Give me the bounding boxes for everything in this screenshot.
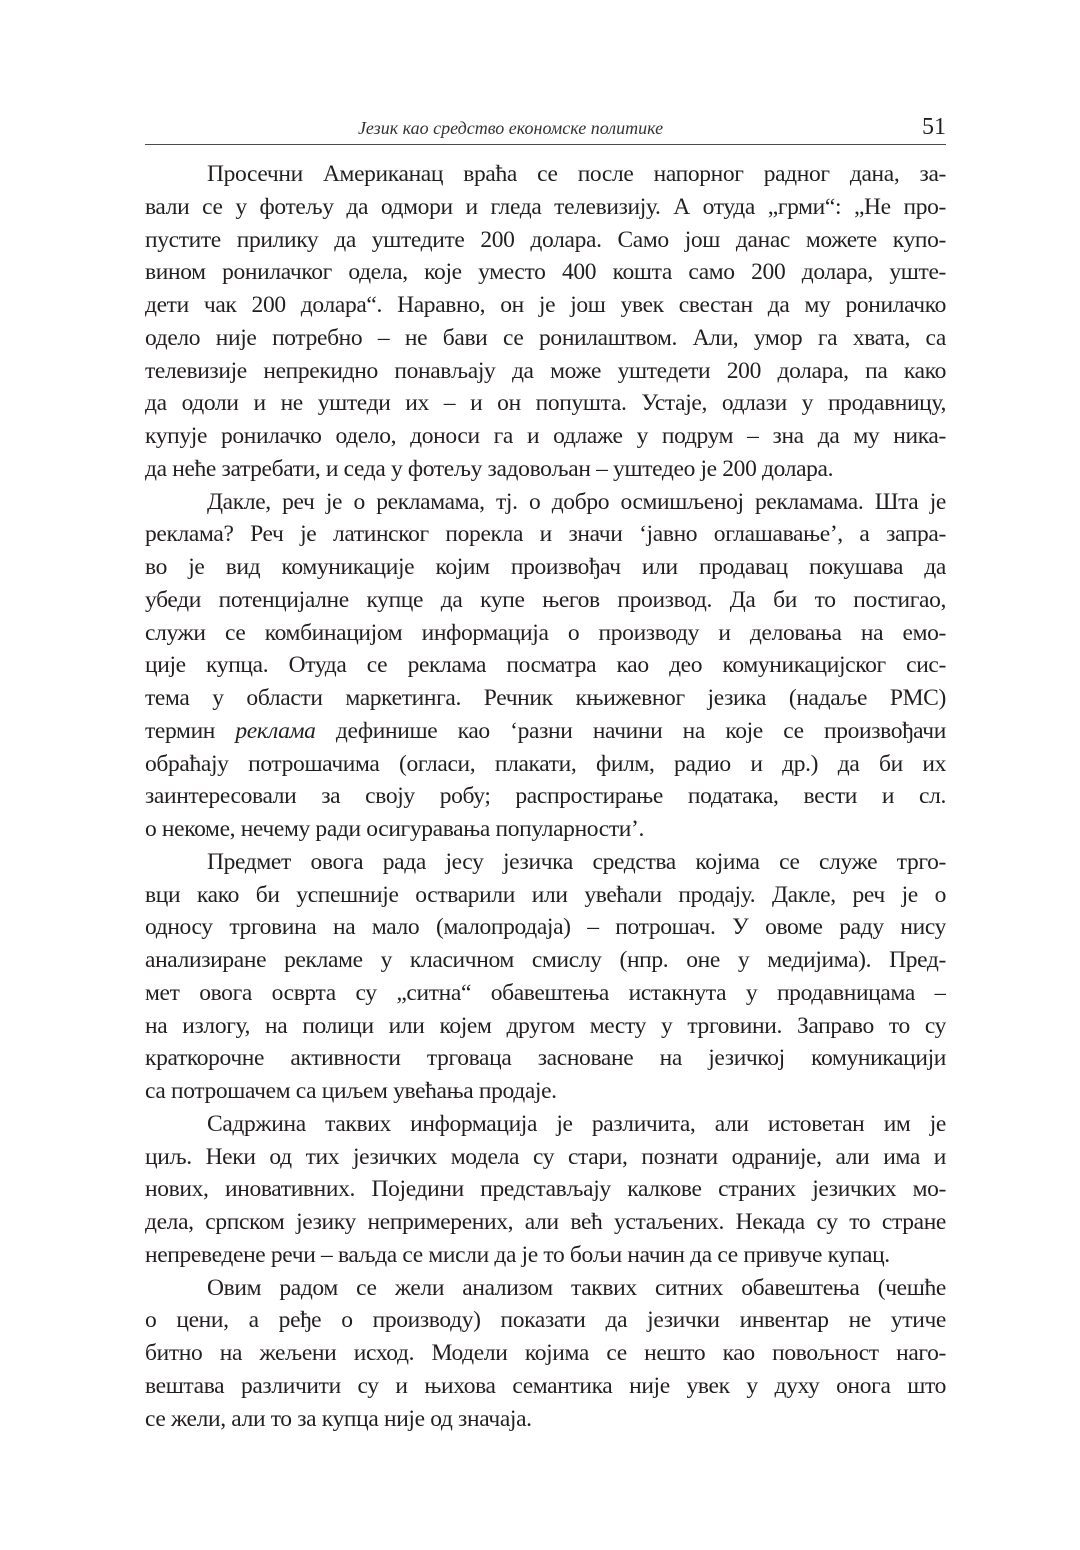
text-line: анализиране рекламе у класичном смислу (нпр. оне у медијима). Пред-	[145, 947, 946, 973]
paragraph	[145, 486, 946, 846]
text-line: Просечни Американац враћа се после напорног радног дана, за-	[207, 161, 946, 187]
paragraph	[145, 158, 946, 486]
text-line: вци како би успешније остварили или увећали продају. Дакле, реч је о	[145, 881, 946, 908]
text-line: во је вид комуникације којим произвођач или продавац покушава да	[145, 554, 946, 580]
text-line: Предмет овога рада јесу језичка средства којима се служе трго-	[207, 848, 946, 875]
text-line: обраћају потрошачима (огласи, плакати, филм, радио и др.) да би их	[145, 750, 946, 777]
text-line: вештава различити су и њихова семантика није увек у духу онога што	[145, 1372, 946, 1399]
text-line	[145, 715, 946, 748]
text-line: о некоме, нечему ради осигуравања популарности’.	[145, 816, 645, 842]
paragraph	[145, 846, 946, 1108]
text-line: дети чак 200 долара“. Наравно, он је још увек свестан да му ронилачко	[145, 292, 946, 318]
text-line: битно на жељени исход. Модели којима се нешто као повољност наго-	[145, 1340, 946, 1366]
text-line: да неће затребати, и седа у фотељу задовољан – уштедео је 200 долара.	[145, 455, 834, 482]
text-line: вином ронилачког одела, које уместо 400 кошта само 200 долара, уште-	[145, 259, 946, 286]
text-line: да одоли и не уштеди их – и он попушта. Устаје, одлази у продавницу,	[145, 390, 946, 417]
text-line: реклама? Реч је латинског порекла и значи ‘јавно оглашавање’, а запра-	[145, 521, 946, 548]
text-line: убеди потенцијалне купце да купе његов производ. Да би то постигао,	[145, 586, 946, 613]
text-line: о цени, а ређе о производу) показати да језички инвентар не утиче	[145, 1307, 946, 1334]
running-title: Језик као средство економске политике	[357, 118, 664, 138]
text-line: ције купца. Отуда се реклама посматра као део комуникацијског сис-	[145, 652, 946, 679]
text-line: односу трговина на мало (малопродаја) – потрошач. У овоме раду нису	[145, 914, 946, 941]
text-line: Садржина таквих информација је различита, али истоветан им је	[207, 1110, 946, 1137]
text-line: циљ. Неки од тих језичких модела су стари, познати одраније, али има и	[145, 1143, 946, 1170]
text-line: телевизије непрекидно понављају да може уштедети 200 долара, па како	[145, 357, 946, 384]
text-line: мет овога осврта су „ситна“ обавештења истакнута у продавницама –	[145, 979, 946, 1006]
text-line: краткорочне активности трговаца засноване на језичкој комуникацији	[145, 1045, 946, 1072]
text-line: са потрошачем са циљем увећања продаје.	[145, 1078, 557, 1104]
text-line: заинтересовали за своју робу; распростирање података, вести и сл.	[145, 783, 946, 810]
text-segment: термин	[145, 717, 236, 744]
text-line: нових, иновативних. Поједини представљају калкове страних језичких мо-	[145, 1176, 946, 1203]
text-line: Дакле, реч је о рекламама, тј. о добро осмишљеној рекламама. Шта је	[207, 488, 946, 515]
text-line: служи се комбинацијом информација о производу и деловања на емо-	[145, 619, 946, 646]
text-line: се жели, али то за купца није од значаја.	[145, 1405, 532, 1432]
body-text	[145, 158, 946, 1435]
text-line: дела, српском језику непримерених, али већ устаљених. Некада су то стране	[145, 1209, 946, 1235]
text-line: пустите прилику да уштедите 200 долара. Само још данас можете купо-	[145, 226, 946, 253]
text-line: вали се у фотељу да одмори и гледа телевизију. А отуда „грми“: „Не про-	[145, 193, 946, 220]
paragraph	[145, 1272, 946, 1436]
text-line: одело није потребно – не бави се ронилаштвом. Али, умор га хвата, са	[145, 324, 946, 351]
text-line: тема у области маркетинга. Речник књижевног језика (надаље РМС)	[145, 685, 946, 711]
italic-term: реклама	[235, 717, 316, 744]
text-line: непреведене речи – ваљда се мисли да је то бољи начин да се привуче купац.	[145, 1241, 890, 1268]
text-line: на излогу, на полици или којем другом месту у трговини. Заправо то су	[145, 1012, 946, 1039]
text-segment: дефинише као ‘разни начини на које се произвођачи	[315, 717, 946, 744]
text-line: купује ронилачко одело, доноси га и одлаже у подрум – зна да му ника-	[145, 423, 946, 449]
paragraph	[145, 1108, 946, 1272]
page-number: 51	[922, 114, 946, 140]
running-header	[145, 116, 946, 145]
text-line: Овим радом се жели анализом таквих ситних обавештења (чешће	[207, 1274, 946, 1301]
